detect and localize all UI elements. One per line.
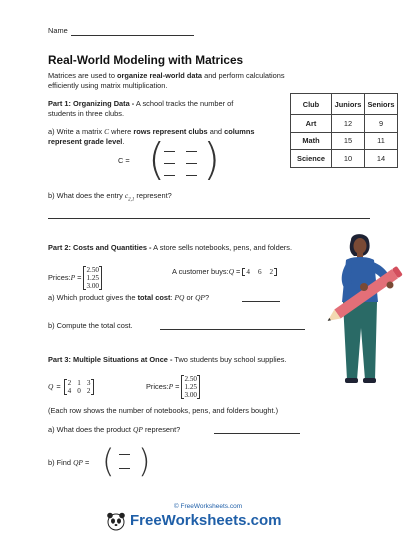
table-row <box>291 132 398 150</box>
part2-qa-pq: PQ <box>174 293 185 302</box>
p-value: 3.00 <box>86 282 100 290</box>
table-cell: Art <box>291 115 332 133</box>
matrix-c-left-paren: ( <box>148 134 166 185</box>
table-header: Club <box>291 94 332 115</box>
blank[interactable] <box>186 175 197 176</box>
part1-qb-sub: 2,1 <box>128 197 135 203</box>
part1-qb-post: represent? <box>134 191 172 200</box>
part1-qb-var: c <box>124 191 129 200</box>
p-vector <box>181 375 200 399</box>
table-row <box>291 150 398 168</box>
q-value: 4 <box>246 268 250 276</box>
q-value: 2 <box>269 268 274 276</box>
part1-qa-end: . <box>122 137 125 146</box>
p-value: 3.00 <box>184 391 198 399</box>
part2-qa-or: or <box>184 293 196 302</box>
table-header-row <box>291 94 398 115</box>
table-cell: 15 <box>332 132 365 150</box>
part3-qb <box>48 458 89 468</box>
blank[interactable] <box>119 468 130 469</box>
part2-qa-qmark: ? <box>204 293 210 302</box>
part1-heading: Part 1: Organizing Data - <box>48 99 135 108</box>
part1-qa-bold3: represent grade level <box>48 137 123 146</box>
matrix-qp-left-paren: ( <box>102 442 115 480</box>
part2-line-1 <box>48 243 292 253</box>
pants-shape <box>343 302 377 380</box>
q-var: Q <box>48 382 54 391</box>
p-value: 2.50 <box>184 375 198 383</box>
footer-copyright: © FreeWorksheets.com <box>173 503 243 510</box>
table-cell: Math <box>291 132 332 150</box>
part2-qb-answer-line[interactable] <box>160 329 305 330</box>
q-matrix <box>64 379 95 395</box>
club-table <box>290 93 398 168</box>
blank[interactable] <box>186 163 197 164</box>
equals-sign: = <box>56 382 61 391</box>
part1-qa-mid: where <box>109 127 134 136</box>
part3-qb-var: QP <box>73 458 83 467</box>
name-label: Name <box>48 26 68 35</box>
blank[interactable] <box>164 163 175 164</box>
table-cell: 14 <box>365 150 398 168</box>
part1-line-2: students in three clubs. <box>48 109 125 118</box>
part2-qa-bold: total cost <box>137 293 171 302</box>
matrix-c-right-paren: ) <box>203 134 221 185</box>
table-header: Juniors <box>332 94 365 115</box>
part3-qb-post: = <box>82 458 90 467</box>
q-vector <box>242 268 277 276</box>
equals-sign: = <box>77 273 82 282</box>
part1-line-1 <box>48 99 233 109</box>
part2-qb: b) Compute the total cost. <box>48 321 133 330</box>
hand <box>387 282 394 289</box>
part1-qa-bold2: columns <box>224 127 255 136</box>
p-vector <box>83 266 102 290</box>
part3-qa-pre: a) What does the product <box>48 425 134 434</box>
shoe-right <box>363 378 376 383</box>
intro-line-2: efficiently using matrix multiplication. <box>48 81 168 90</box>
page-title: Real-World Modeling with Matrices <box>48 53 244 67</box>
part3-qa-post: represent? <box>142 425 181 434</box>
prices-label: Prices: <box>146 382 169 391</box>
part1-qa-line-2 <box>48 137 124 147</box>
p-value: 1.25 <box>184 383 198 391</box>
part2-qa-qp: QP <box>195 293 205 302</box>
q-value: 6 <box>257 268 262 276</box>
blank[interactable] <box>164 175 175 176</box>
footer-brand[interactable]: FreeWorksheets.com <box>130 512 282 529</box>
matrix-qp-right-paren: ) <box>138 442 151 480</box>
prices-label: Prices: <box>48 273 71 282</box>
part1-qb-answer-line[interactable] <box>48 218 370 219</box>
part1-text: A school tracks the number of <box>134 99 234 108</box>
intro-text-1: Matrices are used to <box>48 71 118 80</box>
hand <box>360 283 368 291</box>
blank[interactable] <box>186 151 197 152</box>
table-cell: Science <box>291 150 332 168</box>
matrix-entry: 2 <box>86 387 91 395</box>
part3-qa-var: QP <box>133 425 143 434</box>
shoe-left <box>345 378 358 383</box>
part1-qb <box>48 191 172 205</box>
part2-buys <box>172 267 277 277</box>
part1-qa-var: C <box>104 127 110 136</box>
p-var: P <box>168 382 174 391</box>
table-row <box>291 115 398 133</box>
part3-heading: Part 3: Multiple Situations at Once - <box>48 355 173 364</box>
part1-qb-pre: b) What does the entry <box>48 191 125 200</box>
part3-note: (Each row shows the number of notebooks, pens, and folders bought.) <box>48 406 279 415</box>
intro-text-2: and perform calculations <box>202 71 285 80</box>
part2-qa-pre: a) Which product gives the <box>48 293 138 302</box>
part2-prices <box>48 266 102 290</box>
part2-qa <box>48 293 209 303</box>
part2-text: A store sells notebooks, pens, and folders. <box>151 243 293 252</box>
part2-qa-answer-line[interactable] <box>242 301 280 302</box>
table-cell: 11 <box>365 132 398 150</box>
matrix-entry: 3 <box>86 379 91 387</box>
part3-qa <box>48 425 180 435</box>
part3-q-matrix-row <box>48 379 94 395</box>
part1-qa-pre: a) Write a matrix <box>48 127 105 136</box>
face-shape <box>354 238 367 254</box>
equals-sign: = <box>175 382 180 391</box>
part1-qa-and: and <box>207 127 225 136</box>
q-var: Q <box>228 267 235 276</box>
part2-qa-colon: : <box>170 293 175 302</box>
part3-prices <box>146 375 200 399</box>
buys-label: A customer buys: <box>172 267 229 276</box>
equals-sign: = <box>236 267 241 276</box>
part1-qa-bold1: rows represent clubs <box>133 127 208 136</box>
p-value: 1.25 <box>86 274 100 282</box>
name-line[interactable] <box>71 35 194 36</box>
part3-qa-answer-line[interactable] <box>214 433 300 434</box>
table-cell: 9 <box>365 115 398 133</box>
part2-heading: Part 2: Costs and Quantities - <box>48 243 152 252</box>
matrix-entry: 2 <box>67 379 72 387</box>
table-cell: 12 <box>332 115 365 133</box>
table-header: Seniors <box>365 94 398 115</box>
matrix-entry: 1 <box>77 379 81 387</box>
p-value: 2.50 <box>86 266 100 274</box>
panda-logo-icon <box>106 511 126 531</box>
p-var: P <box>70 273 76 282</box>
part3-qb-pre: b) Find <box>48 458 74 467</box>
blank[interactable] <box>164 151 175 152</box>
blank[interactable] <box>119 454 130 455</box>
table-cell: 10 <box>332 150 365 168</box>
student-with-pencil-illustration <box>318 232 410 386</box>
part3-line-1 <box>48 355 287 365</box>
matrix-entry: 0 <box>77 387 81 395</box>
intro-bold: organize real-world data <box>117 71 203 80</box>
c-label: C = <box>118 156 130 165</box>
part3-text: Two students buy school supplies. <box>172 355 287 364</box>
matrix-entry: 4 <box>67 387 72 395</box>
intro-line-1 <box>48 71 285 81</box>
